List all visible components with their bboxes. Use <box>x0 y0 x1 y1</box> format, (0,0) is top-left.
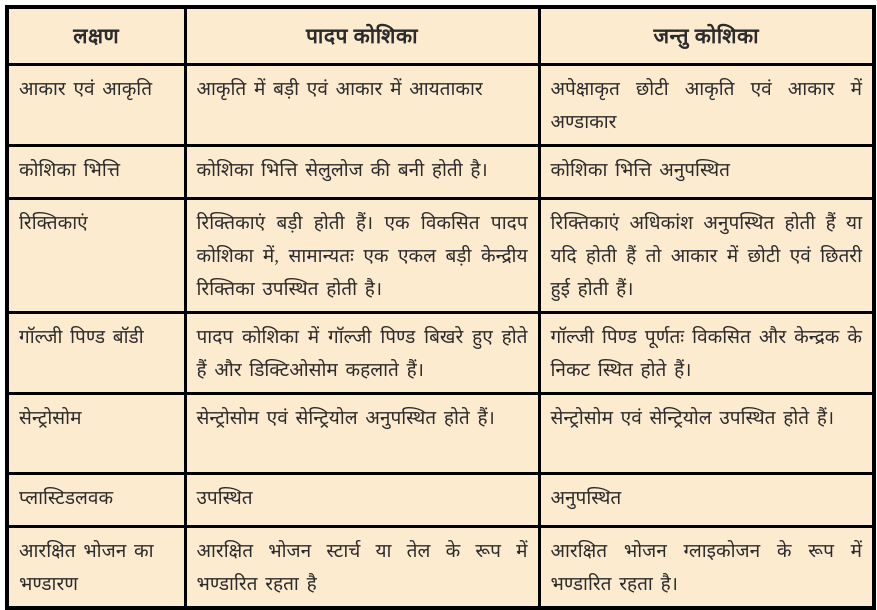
row-animal-value: सेन्ट्रोसोम एवं सेन्ट्रियोल उपस्थित होते हैं। <box>539 393 874 473</box>
row-plant-value: कोशिका भित्ति सेलुलोज की बनी होती है। <box>185 145 539 198</box>
table-row <box>7 312 874 393</box>
row-feature: आरक्षित भोजन का भण्डारण <box>7 526 185 608</box>
table-row <box>7 473 874 526</box>
row-plant-value: पादप कोशिका में गॉल्जी पिण्ड बिखरे हुए होते हैं और डिक्टिओसोम कहलाते हैं। <box>185 312 539 393</box>
row-plant-value: सेन्ट्रोसोम एवं सेन्ट्रियोल अनुपस्थित होते हैं। <box>185 393 539 473</box>
table-row <box>7 145 874 198</box>
row-animal-value: रिक्तिकाएं अधिकांश अनुपस्थित होती हैं या यदि होती हैं तो आकार में छोटी एवं छितरी हुई होती हैं। <box>539 198 874 312</box>
row-feature: रिक्तिकाएं <box>7 198 185 312</box>
header-plant-cell: पादप कोशिका <box>185 7 539 64</box>
table-row <box>7 393 874 473</box>
row-feature: कोशिका भित्ति <box>7 145 185 198</box>
row-plant-value: आरक्षित भोजन स्टार्च या तेल के रूप में भण्डारित रहता है <box>185 526 539 608</box>
table-row <box>7 198 874 312</box>
header-feature: लक्षण <box>7 7 185 64</box>
row-feature: सेन्ट्रोसोम <box>7 393 185 473</box>
table-row <box>7 526 874 608</box>
table-header-row <box>7 7 874 64</box>
table-row <box>7 64 874 145</box>
row-feature: आकार एवं आकृति <box>7 64 185 145</box>
row-plant-value: उपस्थित <box>185 473 539 526</box>
row-animal-value: अपेक्षाकृत छोटी आकृति एवं आकार में अण्डाकार <box>539 64 874 145</box>
header-animal-cell: जन्तु कोशिका <box>539 7 874 64</box>
row-feature: गॉल्जी पिण्ड बॉडी <box>7 312 185 393</box>
row-animal-value: गॉल्जी पिण्ड पूर्णतः विकसित और केन्द्रक के निकट स्थित होते हैं। <box>539 312 874 393</box>
row-plant-value: रिक्तिकाएं बड़ी होती हैं। एक विकसित पादप कोशिका में, सामान्यतः एक एकल बड़ी केन्द्रीय रिक्तिका उपस्थित होती है। <box>185 198 539 312</box>
row-animal-value: अनुपस्थित <box>539 473 874 526</box>
row-animal-value: आरक्षित भोजन ग्लाइकोजन के रूप में भण्डारित रहता है। <box>539 526 874 608</box>
row-feature: प्लास्टिडलवक <box>7 473 185 526</box>
cell-comparison-table <box>5 5 876 610</box>
row-plant-value: आकृति में बड़ी एवं आकार में आयताकार <box>185 64 539 145</box>
row-animal-value: कोशिका भित्ति अनुपस्थित <box>539 145 874 198</box>
